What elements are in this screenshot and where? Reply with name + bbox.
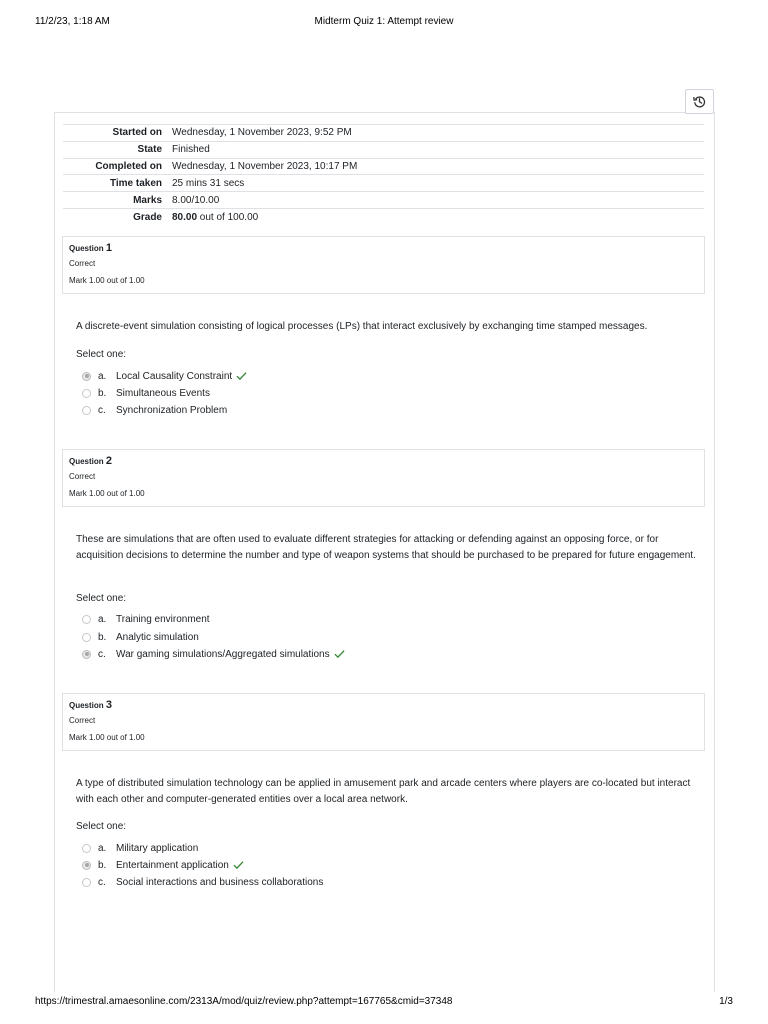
radio-button[interactable] [82,372,91,381]
history-icon [693,95,706,108]
radio-button[interactable] [82,650,91,659]
question-number: Question 1 [69,242,113,254]
summary-row-state [63,141,704,158]
radio-button[interactable] [82,878,91,887]
question-text: A type of distributed simulation technology can be applied in amusement park and arcade centers where players are co-located but interact with each other and computer-generated entities over a local area network. [76,778,691,805]
question-state: Correct [69,472,96,481]
option-letter: b. [98,631,107,643]
question-info-1 [62,236,705,294]
option-letter: c. [98,876,106,888]
question-state: Correct [69,259,96,268]
option-text: War gaming simulations/Aggregated simulations [116,648,330,660]
summary-row-time-taken [63,175,704,192]
summary-label: Started on [63,125,167,142]
radio-button[interactable] [82,633,91,642]
option-text: Entertainment application [116,859,229,871]
question-number: Question 3 [69,699,113,711]
answer-option-b[interactable] [82,630,199,644]
summary-row-grade [63,208,704,225]
option-text: Analytic simulation [116,631,199,643]
question-mark: Mark 1.00 out of 1.00 [69,489,145,498]
option-text: Synchronization Problem [116,404,228,416]
history-button[interactable] [685,89,714,114]
answer-option-a[interactable] [82,841,198,855]
option-letter: c. [98,404,106,416]
answer-option-a[interactable] [82,612,210,626]
question-number: Question 2 [69,455,113,467]
answer-option-c[interactable] [82,403,227,417]
summary-value: 8.00/10.00 [167,192,704,209]
option-text: Social interactions and business collaborations [116,876,324,888]
select-one-prompt: Select one: [76,349,127,360]
check-icon [236,371,247,381]
question-info-3 [62,693,705,751]
summary-label: Completed on [63,158,167,175]
radio-button[interactable] [82,406,91,415]
question-state: Correct [69,716,96,725]
summary-label: State [63,141,167,158]
option-text: Training environment [116,613,210,625]
option-letter: c. [98,648,106,660]
radio-button[interactable] [82,861,91,870]
grade-out-of: out of 100.00 [197,211,259,223]
select-one-prompt: Select one: [76,593,127,604]
print-url: https://trimestral.amaesonline.com/2313A/mod/quiz/review.php?attempt=167765&cmid=37348 [35,996,453,1007]
summary-value: 25 mins 31 secs [167,175,704,192]
answer-option-c[interactable] [82,875,323,889]
answer-option-b[interactable] [82,858,244,872]
print-header [35,16,733,30]
summary-value: Finished [167,141,704,158]
option-text: Simultaneous Events [116,387,210,399]
summary-value: Wednesday, 1 November 2023, 10:17 PM [167,158,704,175]
check-icon [334,649,345,659]
option-text: Military application [116,842,199,854]
answer-option-b[interactable] [82,386,210,400]
radio-button[interactable] [82,615,91,624]
summary-row-marks [63,192,704,209]
print-date: 11/2/23, 1:18 AM [35,16,110,27]
select-one-prompt: Select one: [76,821,127,832]
option-letter: b. [98,387,107,399]
summary-label: Time taken [63,175,167,192]
answer-option-a[interactable] [82,369,247,383]
summary-label: Marks [63,192,167,209]
question-text: A discrete-event simulation consisting of logical processes (LPs) that interact exclusively by exchanging time stamped messages. [76,321,648,332]
grade-score: 80.00 [172,211,198,223]
summary-value [167,208,704,225]
print-footer [35,996,733,1010]
question-text: These are simulations that are often used to evaluate different strategies for attacking or defending against an opposing force, or for acquisition decisions to determine the number and type of weapon systems that should be purchased to be prepared for future engagement. [76,534,696,561]
option-letter: b. [98,859,107,871]
question-info-2 [62,449,705,507]
summary-row-completed-on [63,158,704,175]
radio-button[interactable] [82,389,91,398]
radio-button[interactable] [82,844,91,853]
question-mark: Mark 1.00 out of 1.00 [69,733,145,742]
question-mark: Mark 1.00 out of 1.00 [69,276,145,285]
summary-value: Wednesday, 1 November 2023, 9:52 PM [167,125,704,142]
check-icon [233,860,244,870]
attempt-summary-table [63,124,704,225]
print-page-title: Midterm Quiz 1: Attempt review [314,16,454,27]
option-letter: a. [98,842,107,854]
summary-row-started-on [63,125,704,142]
answer-option-c[interactable] [82,647,345,661]
summary-label: Grade [63,208,167,225]
print-page-number: 1/3 [719,996,733,1007]
option-text: Local Causality Constraint [116,370,233,382]
option-letter: a. [98,370,107,382]
option-letter: a. [98,613,107,625]
